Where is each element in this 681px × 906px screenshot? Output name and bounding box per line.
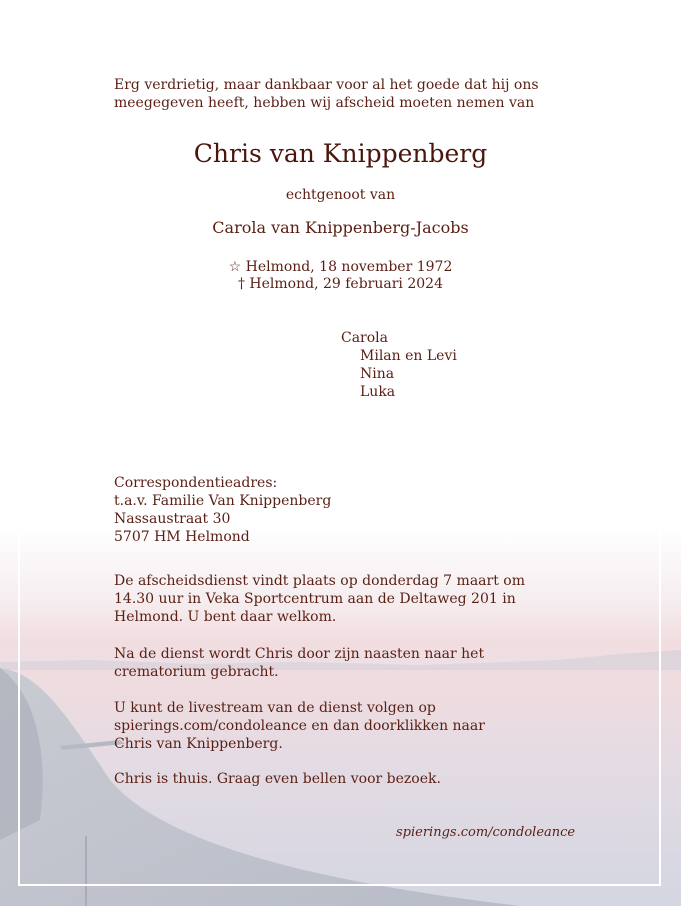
birth-line: ☆ Helmond, 18 november 1972 bbox=[228, 259, 453, 275]
address-line: 5707 HM Helmond bbox=[114, 529, 250, 545]
death-line: † Helmond, 29 februari 2024 bbox=[237, 276, 443, 292]
address-line: Nassaustraat 30 bbox=[114, 511, 231, 527]
spouse-name: Carola van Knippenberg-Jacobs bbox=[212, 218, 469, 237]
deceased-name: Chris van Knippenberg bbox=[193, 139, 488, 168]
address-line: t.a.v. Familie Van Knippenberg bbox=[114, 493, 332, 509]
livestream-paragraph: U kunt de livestream van de dienst volgen op spierings.com/condoleance en dan doorklikken naar Chris van Knippenberg. bbox=[114, 700, 485, 752]
intro-text: Erg verdrietig, maar dankbaar voor al het goede dat hij ons meegegeven heeft, hebben wij afscheid moeten nemen van bbox=[114, 77, 539, 111]
relation-label: echtgenoot van bbox=[285, 187, 396, 203]
family-list bbox=[341, 329, 457, 401]
correspondence-label: Correspondentieadres: bbox=[114, 475, 278, 491]
footer-url-link[interactable]: spierings.com/condoleance bbox=[396, 825, 576, 840]
crematorium-paragraph: Na de dienst wordt Chris door zijn naasten naar het crematorium gebracht. bbox=[114, 646, 485, 680]
correspondence-address bbox=[114, 474, 554, 546]
visit-paragraph: Chris is thuis. Graag even bellen voor bezoek. bbox=[114, 771, 441, 787]
family-child: Luka bbox=[360, 384, 396, 400]
family-child: Milan en Levi bbox=[360, 348, 457, 364]
service-paragraph: De afscheidsdienst vindt plaats op donderdag 7 maart om 14.30 uur in Veka Sportcentrum aan de Deltaweg 201 in Helmond. U bent daar welkom. bbox=[114, 573, 525, 625]
family-spouse: Carola bbox=[341, 330, 389, 346]
family-child: Nina bbox=[360, 366, 395, 382]
